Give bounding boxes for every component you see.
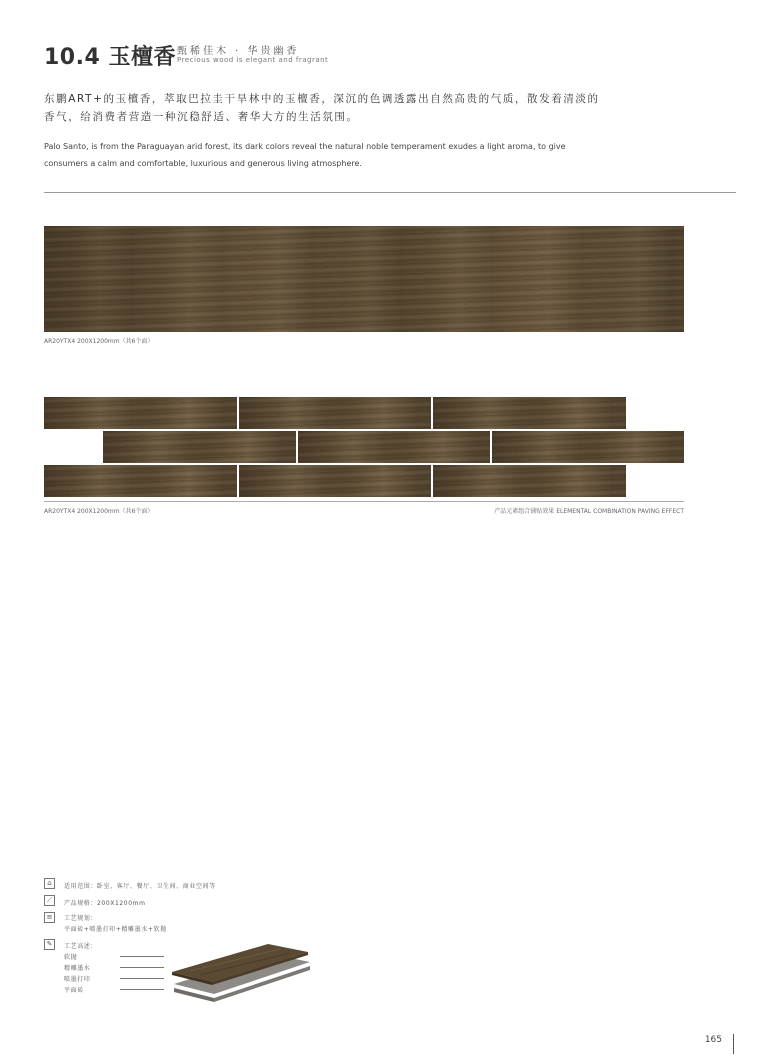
layer-label: 精雕墨水	[64, 965, 91, 972]
tile	[492, 431, 684, 463]
tile	[103, 431, 296, 463]
spec-process-value: 平面砖+喷墨打印+精雕墨水+软抛	[64, 926, 167, 933]
page-title: 10.4 玉檀香	[44, 45, 176, 70]
ruler-icon: ⟋	[44, 895, 55, 906]
layer-leader-line	[120, 978, 164, 979]
tile	[433, 397, 626, 429]
page-number-bar	[733, 1034, 734, 1054]
caption-divider	[44, 501, 684, 502]
tile	[44, 397, 237, 429]
combination-caption: AR20YTX4 200X1200mm（共6个面）	[44, 508, 154, 515]
tile	[44, 465, 237, 497]
tile	[433, 465, 626, 497]
spec-usage: 适用范围：卧室、客厅、餐厅、卫生间、商业空间等	[64, 883, 216, 890]
tile	[239, 465, 431, 497]
spec-process-label: 工艺规划：	[64, 915, 98, 922]
tile	[239, 397, 431, 429]
layer-leader-line	[120, 967, 164, 968]
list-icon: ≡	[44, 912, 55, 923]
section-divider	[44, 192, 736, 193]
subtitle-cn: 甄稀佳木 · 华贵幽香	[177, 46, 300, 57]
layer-label: 软抛	[64, 954, 78, 961]
page-number: 165	[704, 1035, 722, 1045]
single-plank-caption: AR20YTX4 200X1200mm（共6个面）	[44, 338, 154, 345]
intro-text-en: Palo Santo, is from the Paraguayan arid forest, its dark colors reveal the natural noble temperament exudes a light aroma, to give consumers a calm and comfortable, luxurious and generous living atmosphere.	[44, 142, 566, 168]
tile	[298, 431, 490, 463]
intro-text-cn: 东鹏ART+的玉檀香，萃取巴拉圭干旱林中的玉檀香，深沉的色调透露出自然高贵的气质，散发着清淡的香气，给消费者营造一种沉稳舒适、奢华大方的生活氛围。	[44, 93, 600, 123]
layered-tile-illustration	[170, 944, 312, 1002]
single-plank-image	[44, 226, 684, 332]
layer-leader-line	[120, 956, 164, 957]
spec-size: 产品规格：200X1200mm	[64, 900, 146, 907]
subtitle-en: Precious wood is elegant and fragrant	[177, 56, 329, 64]
layer-leader-line	[120, 989, 164, 990]
house-icon: ⌂	[44, 878, 55, 889]
layer-label: 喷墨打印	[64, 976, 91, 983]
combination-effect-caption: 产品元素组合铺贴效果 ELEMENTAL COMBINATION PAVING EFFECT	[494, 508, 684, 515]
brush-icon: ✎	[44, 939, 55, 950]
layer-label: 平面砖	[64, 987, 84, 994]
spec-desc-label: 工艺高述：	[64, 943, 98, 950]
